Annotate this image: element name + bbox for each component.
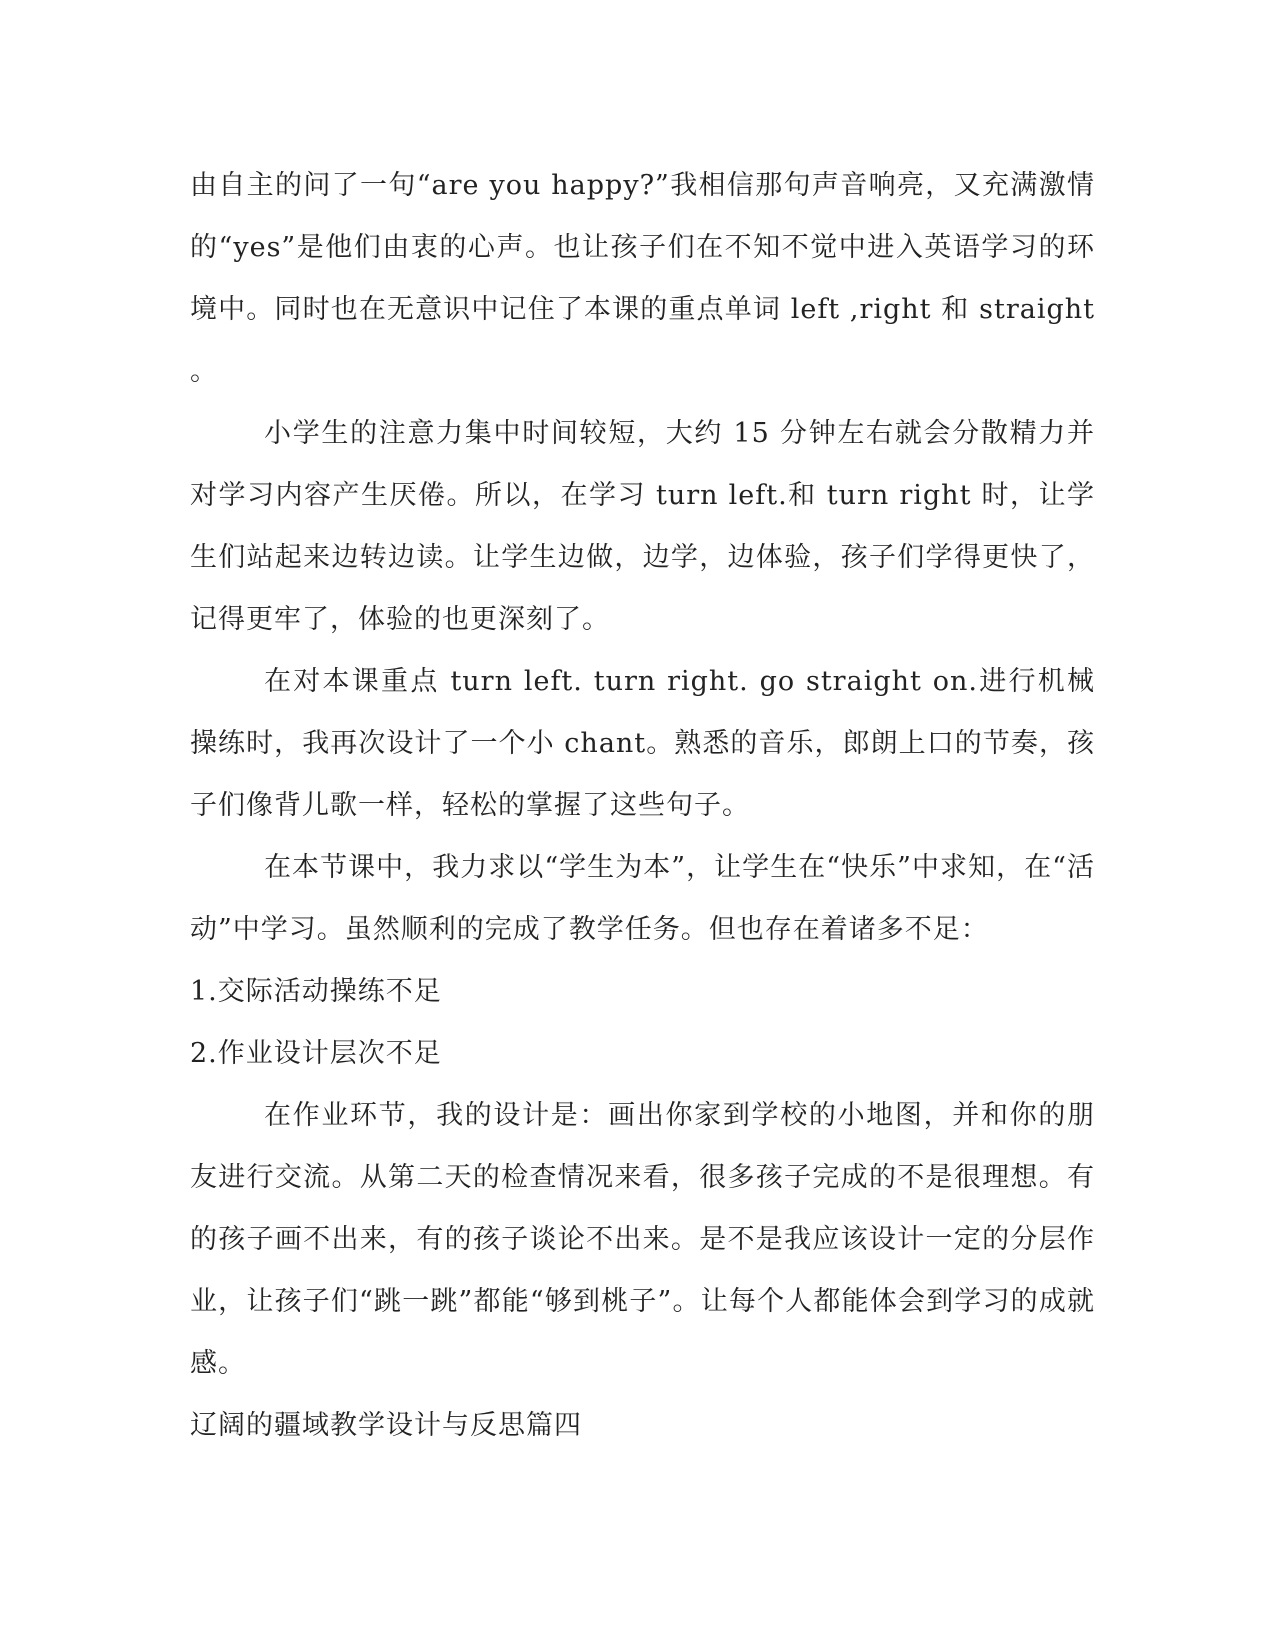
paragraph-reflection: 在本节课中，我力求以“学生为本”，让学生在“快乐”中求知，在“活动”中学习。虽然顺利的完成了教学任务。但也存在着诸多不足：	[190, 852, 1095, 945]
list-item-homework: 2.作业设计层次不足	[190, 1038, 442, 1069]
section-heading: 辽阔的疆域教学设计与反思篇四	[190, 1410, 582, 1441]
document-body	[190, 155, 1095, 1457]
paragraph-chant: 在对本课重点 turn left. turn right. go straight on.进行机械操练时，我再次设计了一个小 chant。熟悉的音乐，郎朗上口的节奏，孩子们像背儿歌一样，轻松的掌握了这些句子。	[190, 666, 1095, 821]
paragraph-homework: 在作业环节，我的设计是：画出你家到学校的小地图，并和你的朋友进行交流。从第二天的检查情况来看，很多孩子完成的不是很理想。有的孩子画不出来，有的孩子谈论不出来。是不是我应该设计一定的分层作业，让孩子们“跳一跳”都能“够到桃子”。让每个人都能体会到学习的成就感。	[190, 1100, 1095, 1379]
paragraph-continuation: 由自主的问了一句“are you happy?”我相信那句声音响亮，又充满激情的“yes”是他们由衷的心声。也让孩子们在不知不觉中进入英语学习的环境中。同时也在无意识中记住了本课的重点单词 left ,right 和 straight 。	[190, 170, 1095, 387]
list-item-communication: 1.交际活动操练不足	[190, 976, 442, 1007]
paragraph-attention-span: 小学生的注意力集中时间较短，大约 15 分钟左右就会分散精力并对学习内容产生厌倦。所以，在学习 turn left.和 turn right 时，让学生们站起来边转边读。让学生边做，边学，边体验，孩子们学得更快了，记得更牢了，体验的也更深刻了。	[190, 418, 1095, 635]
